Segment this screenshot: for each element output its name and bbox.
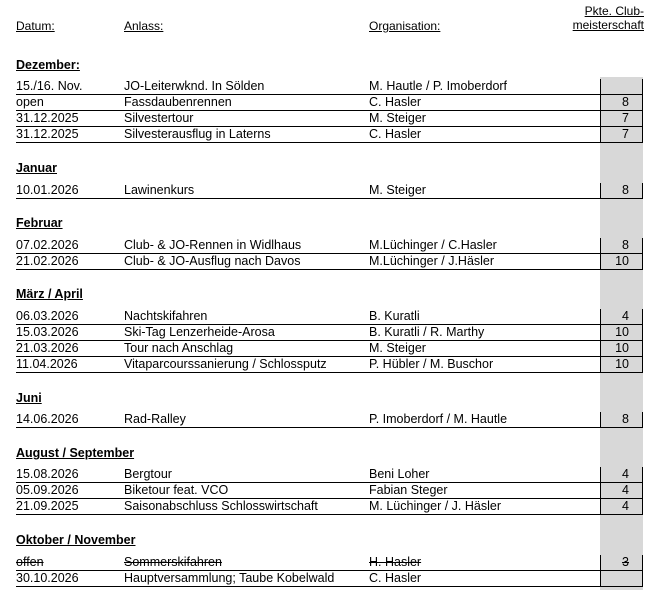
section-title: Februar bbox=[16, 216, 63, 230]
row-date: 05.09.2026 bbox=[16, 483, 79, 497]
row-points: 8 bbox=[622, 412, 629, 426]
table-row bbox=[16, 254, 643, 270]
row-event: Biketour feat. VCO bbox=[124, 483, 229, 497]
column-header-datum: Datum: bbox=[16, 19, 55, 33]
section-title: August / September bbox=[16, 446, 135, 460]
row-points: 8 bbox=[622, 238, 629, 252]
row-date: 14.06.2026 bbox=[16, 412, 79, 426]
row-points: 4 bbox=[622, 483, 629, 497]
row-organisation: Beni Loher bbox=[369, 467, 430, 481]
table-row bbox=[16, 555, 643, 571]
row-date: 11.04.2026 bbox=[16, 357, 78, 371]
row-organisation: Fabian Steger bbox=[369, 483, 448, 497]
row-date: 15.08.2026 bbox=[16, 467, 79, 481]
row-points: 7 bbox=[622, 127, 629, 141]
row-event: Club- & JO-Ausflug nach Davos bbox=[124, 254, 301, 268]
column-header-organisation: Organisation: bbox=[369, 19, 441, 33]
section-title: März / April bbox=[16, 287, 83, 301]
table-row bbox=[16, 357, 643, 373]
pkte-line1: Pkte. Club- bbox=[584, 4, 644, 18]
points-cell bbox=[600, 79, 643, 94]
table-row bbox=[16, 95, 643, 111]
row-organisation: B. Kuratli bbox=[369, 309, 420, 323]
row-points: 4 bbox=[622, 309, 629, 323]
row-date: offen bbox=[16, 555, 44, 569]
row-organisation: M. Steiger bbox=[369, 183, 426, 197]
table-row bbox=[16, 467, 643, 483]
row-date: 07.02.2026 bbox=[16, 238, 79, 252]
table-row bbox=[16, 325, 643, 341]
row-points: 10 bbox=[615, 254, 629, 268]
row-date: 21.03.2026 bbox=[16, 341, 79, 355]
row-date: 21.02.2026 bbox=[16, 254, 79, 268]
row-event: JO-Leiterwknd. In Sölden bbox=[124, 79, 265, 93]
pkte-line2: meisterschaft bbox=[572, 18, 644, 32]
row-event: Silvestertour bbox=[124, 111, 194, 125]
row-event: Ski-Tag Lenzerheide-Arosa bbox=[124, 325, 275, 339]
row-organisation: M. Steiger bbox=[369, 111, 426, 125]
row-organisation: M. Lüchinger / J. Häsler bbox=[369, 499, 501, 513]
row-date: 30.10.2026 bbox=[16, 571, 79, 585]
table-row bbox=[16, 483, 643, 499]
table-row bbox=[16, 571, 643, 587]
row-points: 10 bbox=[615, 341, 629, 355]
row-points: 10 bbox=[615, 357, 629, 371]
row-event: Tour nach Anschlag bbox=[124, 341, 234, 355]
row-organisation: B. Kuratli / R. Marthy bbox=[369, 325, 485, 339]
section-title: Oktober / November bbox=[16, 533, 136, 547]
column-header-pkte bbox=[573, 4, 644, 32]
row-points: 4 bbox=[622, 499, 629, 513]
row-points: 10 bbox=[615, 325, 629, 339]
row-event: Club- & JO-Rennen in Widlhaus bbox=[124, 238, 302, 252]
row-event: Fassdaubenrennen bbox=[124, 95, 232, 109]
row-event: Hauptversammlung; Taube Kobelwald bbox=[124, 571, 335, 585]
table-row bbox=[16, 412, 643, 428]
row-points: 7 bbox=[622, 111, 629, 125]
row-date: 31.12.2025 bbox=[16, 127, 79, 141]
table-row bbox=[16, 309, 643, 325]
row-date: 15./16. Nov. bbox=[16, 79, 83, 93]
row-organisation: C. Hasler bbox=[369, 95, 422, 109]
row-points: 4 bbox=[622, 467, 629, 481]
section-title: Juni bbox=[16, 391, 42, 405]
row-organisation: M.Lüchinger / J.Häsler bbox=[369, 254, 495, 268]
section-title: Dezember: bbox=[16, 58, 80, 72]
table-row bbox=[16, 111, 643, 127]
row-date: 10.01.2026 bbox=[16, 183, 79, 197]
row-event: Bergtour bbox=[124, 467, 172, 481]
row-event: Silvesterausflug in Laterns bbox=[124, 127, 271, 141]
row-event: Sommerskifahren bbox=[124, 555, 222, 569]
row-event: Nachtskifahren bbox=[124, 309, 208, 323]
table-row bbox=[16, 79, 643, 95]
row-date: open bbox=[16, 95, 44, 109]
row-organisation: P. Imoberdorf / M. Hautle bbox=[369, 412, 508, 426]
row-organisation: P. Hübler / M. Buschor bbox=[369, 357, 494, 371]
row-date: 06.03.2026 bbox=[16, 309, 79, 323]
row-organisation: M. Steiger bbox=[369, 341, 426, 355]
row-organisation: C. Hasler bbox=[369, 571, 422, 585]
row-event: Saisonabschluss Schlosswirtschaft bbox=[124, 499, 318, 513]
points-cell bbox=[600, 571, 643, 586]
table-row bbox=[16, 499, 643, 515]
row-organisation: C. Hasler bbox=[369, 127, 422, 141]
row-points: 8 bbox=[622, 95, 629, 109]
section-title: Januar bbox=[16, 161, 57, 175]
table-row bbox=[16, 238, 643, 254]
row-organisation: M.Lüchinger / C.Hasler bbox=[369, 238, 497, 252]
row-date: 21.09.2025 bbox=[16, 499, 79, 513]
table-row bbox=[16, 127, 643, 143]
row-points: 8 bbox=[622, 183, 629, 197]
row-event: Vitaparcourssanierung / Schlossputz bbox=[124, 357, 327, 371]
row-points: 3 bbox=[622, 555, 629, 569]
row-organisation: M. Hautle / P. Imoberdorf bbox=[369, 79, 508, 93]
row-organisation: H. Hasler bbox=[369, 555, 422, 569]
row-event: Rad-Ralley bbox=[124, 412, 186, 426]
row-event: Lawinenkurs bbox=[124, 183, 195, 197]
table-row bbox=[16, 183, 643, 199]
table-row bbox=[16, 341, 643, 357]
row-date: 31.12.2025 bbox=[16, 111, 79, 125]
column-header-anlass: Anlass: bbox=[124, 19, 164, 33]
row-date: 15.03.2026 bbox=[16, 325, 79, 339]
